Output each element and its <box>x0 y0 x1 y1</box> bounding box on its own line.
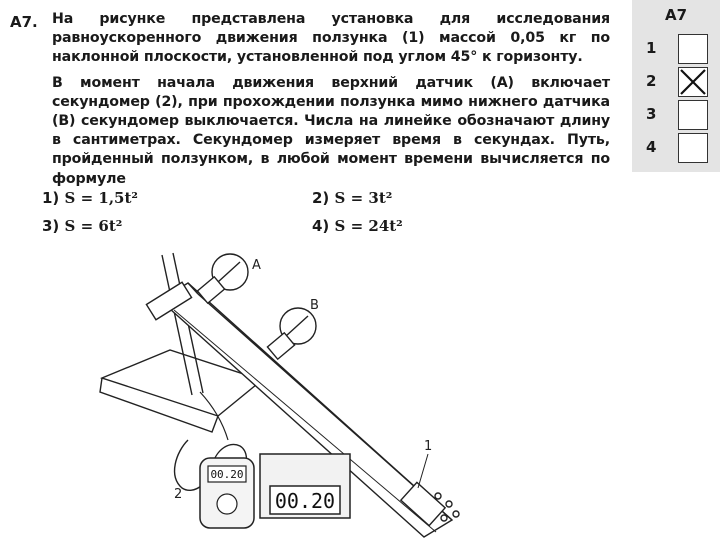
option-4-formula: S = 24t² <box>334 217 403 235</box>
large-display-value: 00.20 <box>274 489 336 513</box>
problem-paragraph-2: В момент начала движения верхний датчик (А) включает секундомер (2), при прохождении ползунка мимо нижнего датчика (В) секундомер выключается. Числа на линейке обозначают длину в сантиметрах. Секундомер измеряет время в секундах. Путь, пройденный ползунком, в любой момент времени вычисляется по формуле <box>52 74 610 187</box>
sensor-a <box>197 254 248 303</box>
answer-number-3: 3 <box>646 105 657 123</box>
answer-number-4: 4 <box>646 138 657 156</box>
option-4-number: 4) <box>312 217 330 235</box>
label-sensor-a: А <box>252 258 261 273</box>
answer-number-1: 1 <box>646 39 657 57</box>
label-slider: 1 <box>424 439 433 454</box>
label-stopwatch: 2 <box>174 487 183 502</box>
stopwatch <box>200 458 254 528</box>
label-sensor-b: В <box>310 298 319 313</box>
stopwatch-display: 00.20 <box>210 468 244 481</box>
sensor-b <box>267 308 316 359</box>
option-1-formula: S = 1,5t² <box>64 189 138 207</box>
answer-number-2: 2 <box>646 72 657 90</box>
large-display <box>260 454 350 518</box>
option-1-number: 1) <box>42 189 60 207</box>
option-3-number: 3) <box>42 217 60 235</box>
option-3-formula: S = 6t² <box>64 217 123 235</box>
option-2-number: 2) <box>312 189 330 207</box>
answer-panel-title: А7 <box>664 6 688 24</box>
option-2-formula: S = 3t² <box>334 189 393 207</box>
problem-paragraph-1: На рисунке представлена установка для исследования равноускоренного движения ползунка (1) массой 0,05 кг по наклонной плоскости, установленной под углом 45° к горизонту. <box>52 11 610 66</box>
problem-label: А7. <box>10 13 38 31</box>
